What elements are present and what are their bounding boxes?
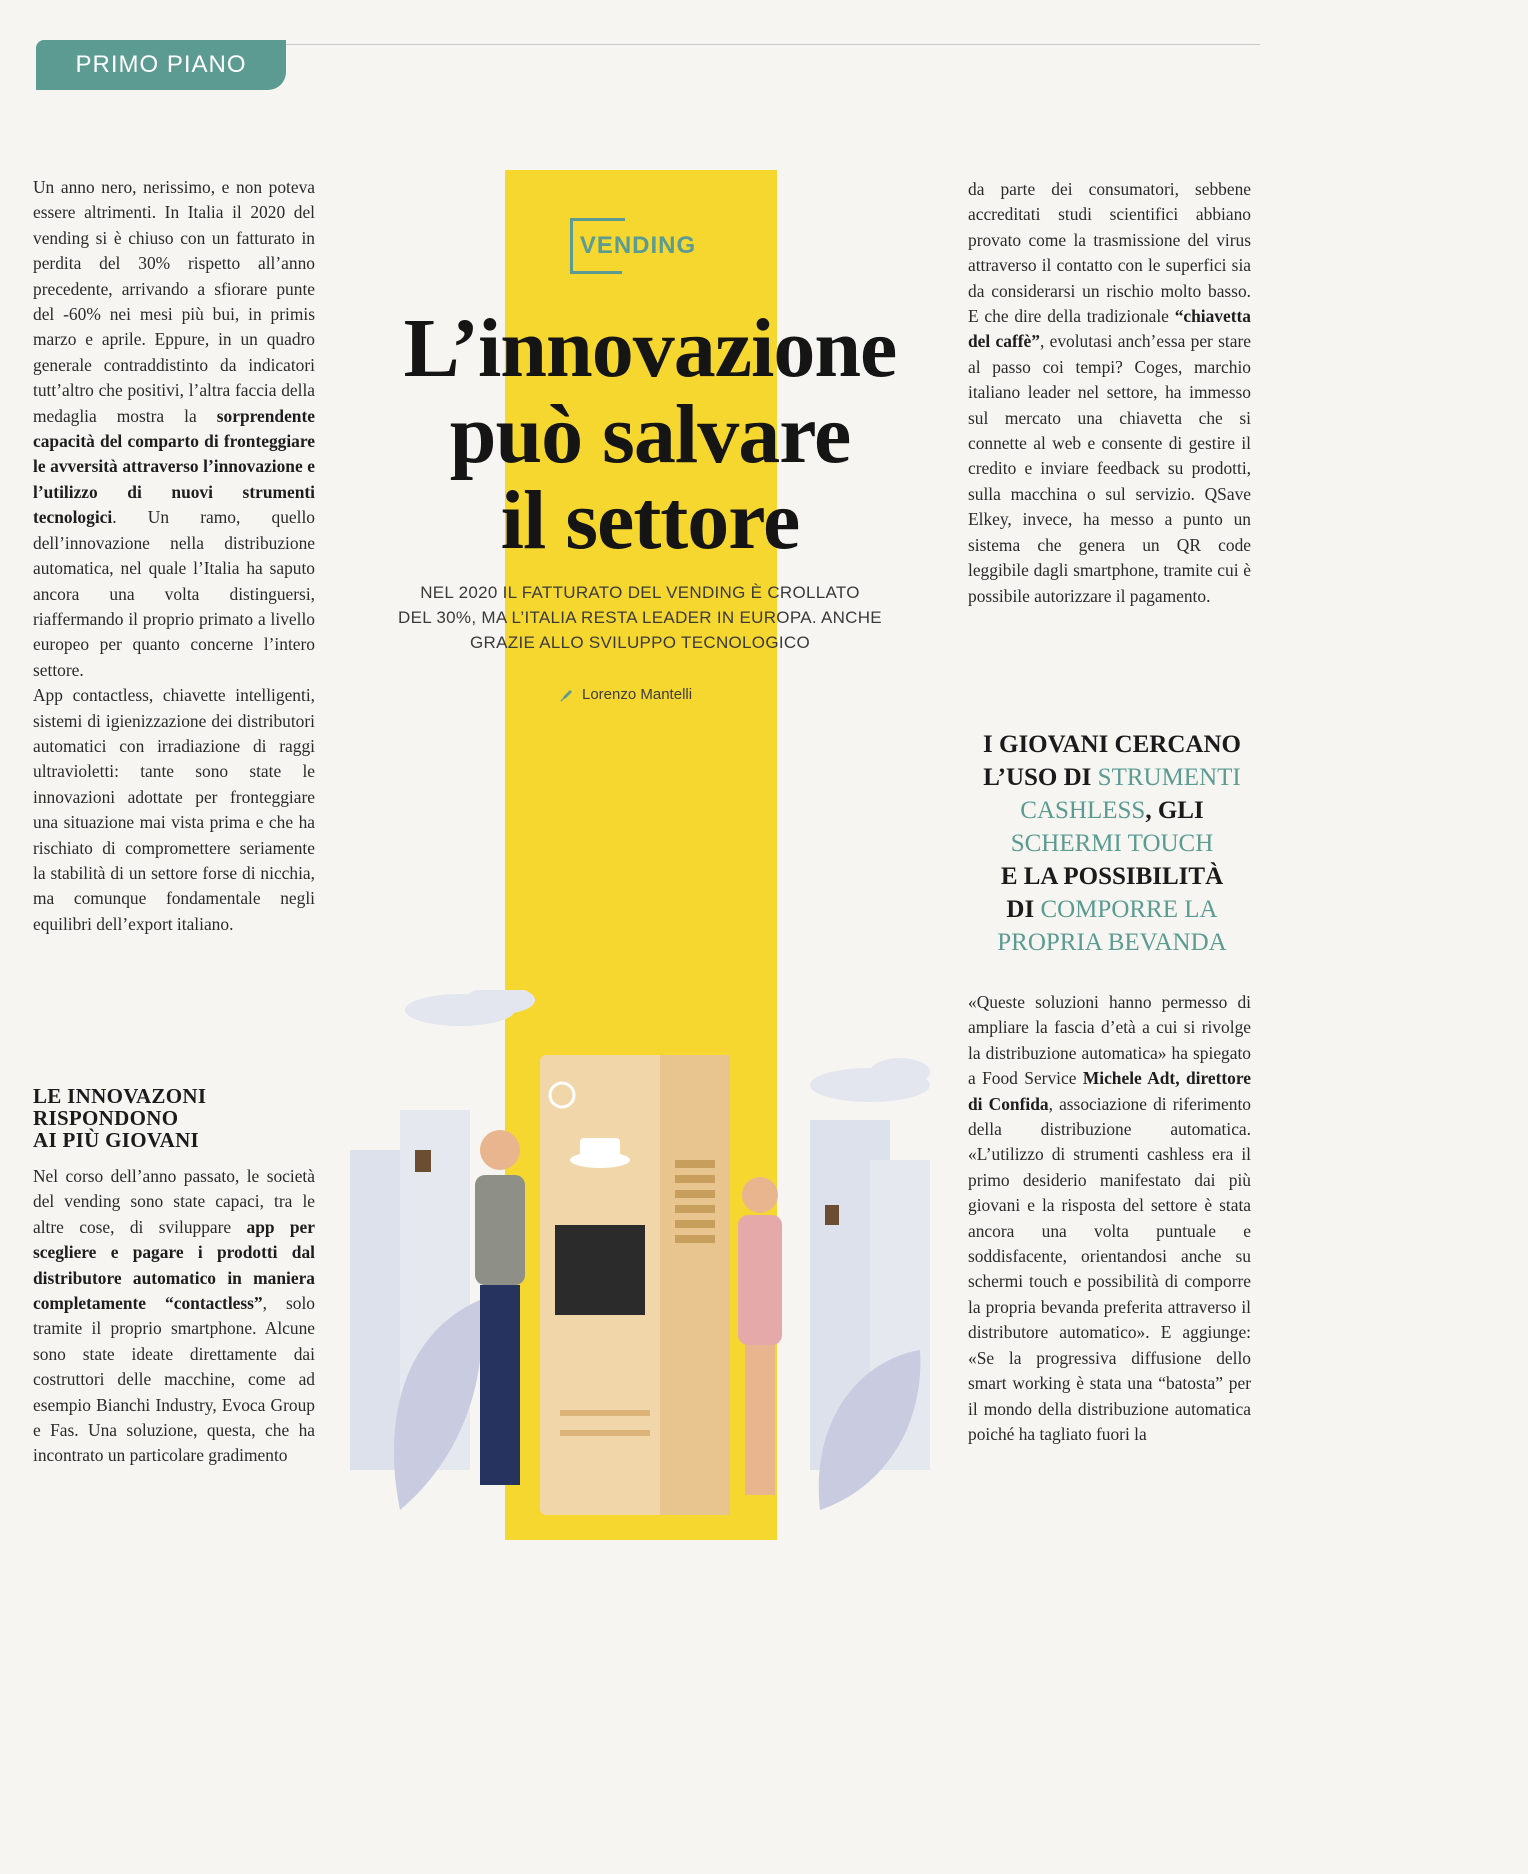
body-text: da parte dei consumatori, sebbene accreditati studi scientifici abbiano provato come la trasmissione del virus attraverso il contatto con le superfici sia da considerarsi un rischio molto basso. E che dire della tradizionale bbox=[968, 179, 1251, 327]
standfirst-line-2: DEL 30%, MA L’ITALIA RESTA LEADER IN EUROPA. ANCHE bbox=[398, 608, 882, 627]
pull-quote-highlight: PROPRIA BEVANDA bbox=[997, 929, 1227, 956]
woman-head bbox=[742, 1177, 778, 1213]
body-text: , associazione di riferimento della distribuzione automatica. «L’utilizzo di strumenti cashless era il primo desiderio manifestato dai più giovani e la risposta del settore è stata ancora una volta puntuale e soddisfacente, orientandosi anche su schermi touch e possibilità di comporre la propria bevanda preferita attraverso il distributore automatico». E aggiunge: «Se la progressiva diffusione dello smart working è stata una “batosta” per il mondo della distribuzione automatica poiché ha tagliato fuori la bbox=[968, 1093, 1251, 1444]
pull-quote-line bbox=[972, 794, 1252, 827]
pull-quote-line: E LA POSSIBILITÀ bbox=[1000, 863, 1224, 890]
pull-quote bbox=[972, 728, 1252, 959]
body-column-right-2 bbox=[968, 990, 1251, 1447]
pull-quote-line: I GIOVANI CERCANO bbox=[983, 731, 1241, 758]
body-text: Un anno nero, nerissimo, e non poteva essere altrimenti. In Italia il 2020 del vending si è chiuso con un fatturato in perdita del 30% rispetto all’anno precedente, arrivando a sfiorare punte del -60% nei mesi più bui, in primis marzo e aprile. Eppure, in un quadro generale contraddistinto da indicatori tutt’altro che positivi, l’altra faccia della medaglia mostra la bbox=[33, 177, 315, 426]
category-text: VENDING bbox=[579, 232, 697, 259]
body-paragraph-3 bbox=[33, 1164, 315, 1469]
body-column-left-2 bbox=[33, 1164, 315, 1469]
coffee-cup bbox=[580, 1138, 620, 1160]
man-head bbox=[480, 1130, 520, 1170]
section-tab: PRIMO PIANO bbox=[36, 40, 286, 90]
body-text: «Queste soluzioni hanno permesso di ampliare la fascia d’età a cui si rivolge la distribuzione automatica» ha spiegato a Food Service bbox=[968, 992, 1251, 1089]
bracket-top bbox=[570, 218, 625, 273]
pull-quote-text: DI bbox=[1006, 896, 1041, 923]
body-text: , evolutasi anch’essa per stare al passo coi tempi? Coges, marchio italiano leader nel settore, ha immesso sul mercato una chiavetta che si connette al web e consente di gestire il credito e inviare feedback su prodotti, sulla macchina o sul servizio. QSave Elkey, invece, ha messo a punto un sistema che genera un QR code leggibile dagli smartphone, tramite cui è possibile autorizzare il pagamento. bbox=[968, 331, 1251, 606]
machine-slot bbox=[560, 1410, 650, 1416]
pull-quote-highlight: COMPORRE LA bbox=[1040, 896, 1218, 923]
bracket-bottom bbox=[570, 267, 622, 274]
man-cup bbox=[415, 1150, 431, 1172]
pull-quote-line bbox=[972, 761, 1252, 794]
machine-screen bbox=[555, 1225, 645, 1315]
standfirst-line-3: GRAZIE ALLO SVILUPPO TECNOLOGICO bbox=[470, 633, 810, 652]
subheading-line-2: RISPONDONO bbox=[33, 1106, 179, 1130]
woman-body bbox=[738, 1215, 782, 1345]
body-text: , solo tramite il proprio smartphone. Alcune sono state ideate direttamente dai costruttori delle macchine, come ad esempio Bianchi Industry, Evoca Group e Fas. Una soluzione, questa, che ha incontrato un particolare gradimento bbox=[33, 1293, 315, 1466]
body-paragraph-2: App contactless, chiavette intelligenti, sistemi di igienizzazione dei distributori automatici con irradiazione di raggi ultravioletti: tante sono state le innovazioni adottate per fronteggiare una situazione mai vista prima e che ha rischiato di compromettere seriamente la stabilità di un settore forse di nicchia, ma comunque fondamentale negli equilibri dell’export italiano. bbox=[33, 685, 315, 934]
subheading bbox=[33, 1085, 315, 1151]
headline-line-1: L’innovazione bbox=[403, 302, 897, 395]
pen-icon bbox=[560, 688, 574, 702]
man-body bbox=[475, 1175, 525, 1285]
body-column-right bbox=[968, 177, 1251, 609]
headline-line-2: può salvare bbox=[449, 388, 851, 481]
byline bbox=[560, 686, 760, 703]
pull-quote-line bbox=[972, 893, 1252, 926]
body-bold-text: sorprendente capacità del comparto di fronteggiare le avversità attraverso l’innovazione e l’utilizzo di nuovi strumenti tecnologici bbox=[33, 405, 315, 528]
man-legs bbox=[480, 1285, 520, 1485]
body-bold-text: app per scegliere e pagare i prodotti dal distributore automatico in maniera completamente “contactless” bbox=[33, 1216, 315, 1314]
body-column-left bbox=[33, 175, 315, 937]
pull-quote-text: L’USO DI bbox=[983, 764, 1098, 791]
standfirst-line-1: NEL 2020 IL FATTURATO DEL VENDING È CROLLATO bbox=[420, 583, 860, 602]
body-paragraph-4 bbox=[968, 177, 1251, 609]
body-paragraph-1 bbox=[33, 175, 315, 683]
pull-quote-highlight: STRUMENTI bbox=[1097, 764, 1241, 791]
woman-legs bbox=[745, 1345, 775, 1495]
headline bbox=[360, 302, 940, 567]
body-bold-text: Michele Adt, direttore di Confida bbox=[968, 1068, 1251, 1114]
body-paragraph-5 bbox=[968, 990, 1251, 1447]
subheading-line-3: AI PIÙ GIOVANI bbox=[33, 1128, 200, 1152]
body-text: Nel corso dell’anno passato, le società del vending sono state capaci, tra le altre cose, di sviluppare bbox=[33, 1166, 315, 1237]
pull-quote-highlight: CASHLESS bbox=[1020, 797, 1146, 824]
headline-line-3: il settore bbox=[500, 474, 800, 567]
body-bold-text: “chiavetta del caffè” bbox=[968, 306, 1251, 352]
standfirst bbox=[380, 580, 900, 655]
body-text: . Un ramo, quello dell’innovazione nella distribuzione automatica, nel quale l’Italia ha saputo ancora una volta distinguersi, riaffermando il proprio primato a livello europeo per quanto concerne l’intero settore. bbox=[33, 507, 315, 680]
cloud bbox=[870, 1058, 930, 1086]
machine-slot bbox=[560, 1430, 650, 1436]
woman-cup bbox=[825, 1205, 839, 1225]
byline-author: Lorenzo Mantelli bbox=[582, 686, 693, 703]
top-rule bbox=[280, 44, 1260, 45]
pull-quote-text: , GLI bbox=[1145, 797, 1204, 824]
subheading-line-1: LE INNOVAZONI bbox=[33, 1084, 207, 1108]
vending-machine-illustration bbox=[340, 990, 940, 1550]
category-label bbox=[570, 218, 706, 274]
machine-panel bbox=[660, 1055, 730, 1515]
pull-quote-highlight: SCHERMI TOUCH bbox=[1010, 830, 1214, 857]
